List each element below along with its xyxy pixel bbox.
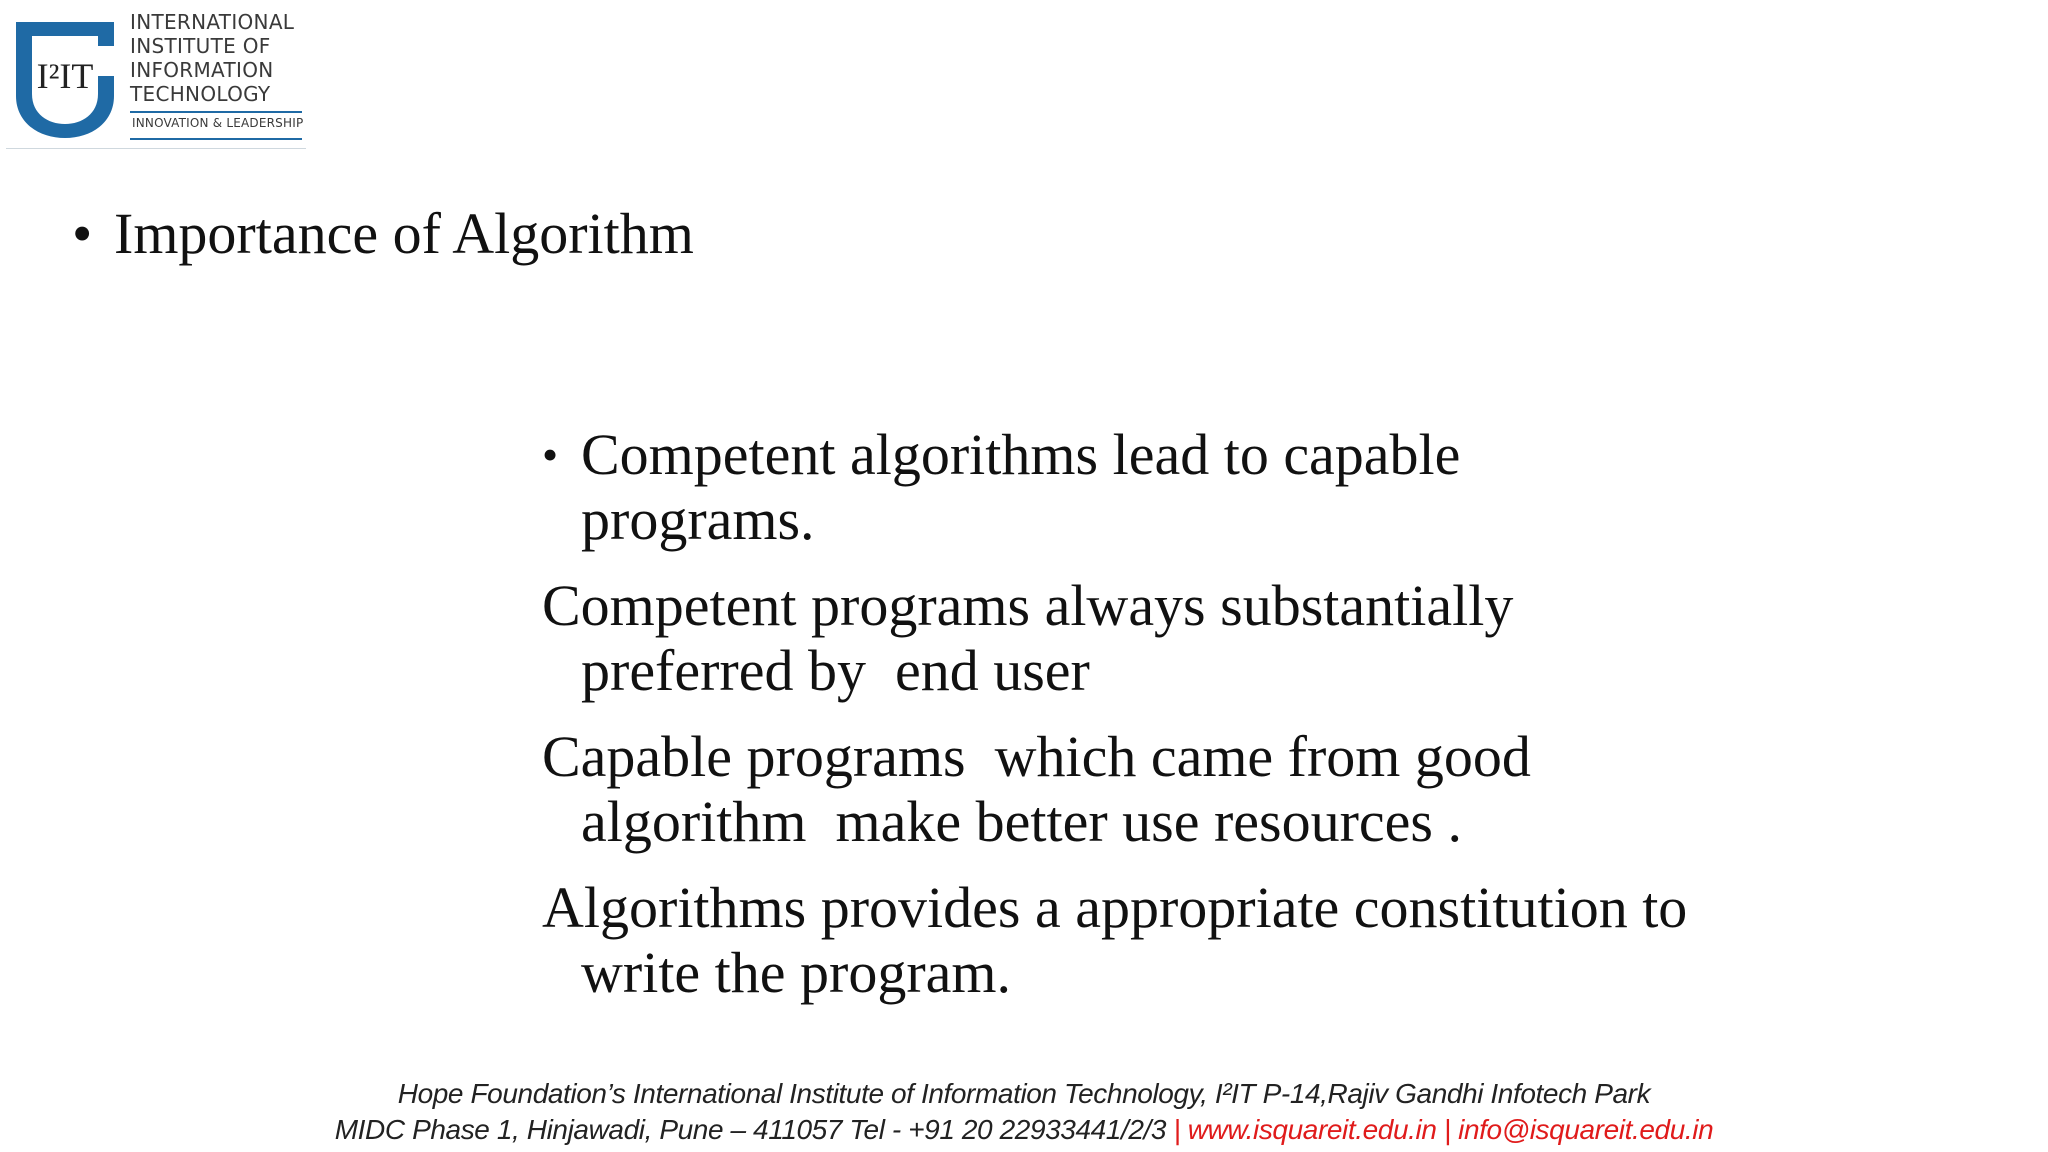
- point-text: Competent programs always substantially: [542, 573, 1514, 638]
- footer: [0, 1076, 2048, 1148]
- bullet-icon: •: [542, 429, 559, 480]
- institute-logo: [6, 8, 306, 145]
- point-continuation: programs.: [581, 487, 815, 552]
- point-text: Capable programs which came from good: [542, 724, 1531, 789]
- footer-address: MIDC Phase 1, Hinjawadi, Pune – 411057 Tel - +91 20 22933441/2/3: [334, 1114, 1167, 1145]
- list-item: [542, 875, 1842, 1005]
- footer-separator: |: [1166, 1114, 1188, 1145]
- point-text: Competent algorithms lead to capable: [581, 422, 1461, 487]
- logo-name-line: INFORMATION: [130, 58, 274, 82]
- footer-contact-line: [0, 1112, 2048, 1148]
- list-item: [542, 573, 1842, 703]
- logo-abbrev: I²IT: [36, 56, 94, 96]
- logo-name-line: INSTITUTE OF: [130, 34, 271, 58]
- website-link[interactable]: www.isquareit.edu.in: [1187, 1114, 1437, 1145]
- email-link[interactable]: info@isquareit.edu.in: [1458, 1114, 1714, 1145]
- logo-tagline: INNOVATION & LEADERSHIP: [132, 116, 304, 130]
- point-continuation: algorithm make better use resources .: [581, 789, 1462, 854]
- logo-name-line: INTERNATIONAL: [130, 10, 295, 34]
- footer-institute-line: Hope Foundation’s International Institute of Information Technology, I²IT P-14,Rajiv Gandhi Infotech Park: [397, 1078, 1651, 1109]
- point-text: Algorithms provides a appropriate constitution to: [542, 875, 1688, 940]
- points-list: [542, 422, 1842, 1026]
- point-continuation: preferred by end user: [581, 638, 1090, 703]
- footer-separator: |: [1436, 1114, 1459, 1145]
- slide-heading: [72, 200, 694, 267]
- logo-name: [130, 10, 294, 106]
- logo-divider: [130, 111, 302, 113]
- heading-text: Importance of Algorithm: [114, 201, 694, 266]
- bullet-icon: •: [72, 201, 93, 266]
- logo-bottom-edge: [6, 148, 306, 149]
- logo-name-line: TECHNOLOGY: [130, 82, 271, 106]
- logo-divider: [130, 138, 302, 140]
- point-line: [542, 422, 1842, 487]
- list-item: [542, 724, 1842, 854]
- i2it-shield-logo-icon: [10, 16, 120, 140]
- point-continuation: write the program.: [581, 940, 1012, 1005]
- list-item: [542, 422, 1842, 552]
